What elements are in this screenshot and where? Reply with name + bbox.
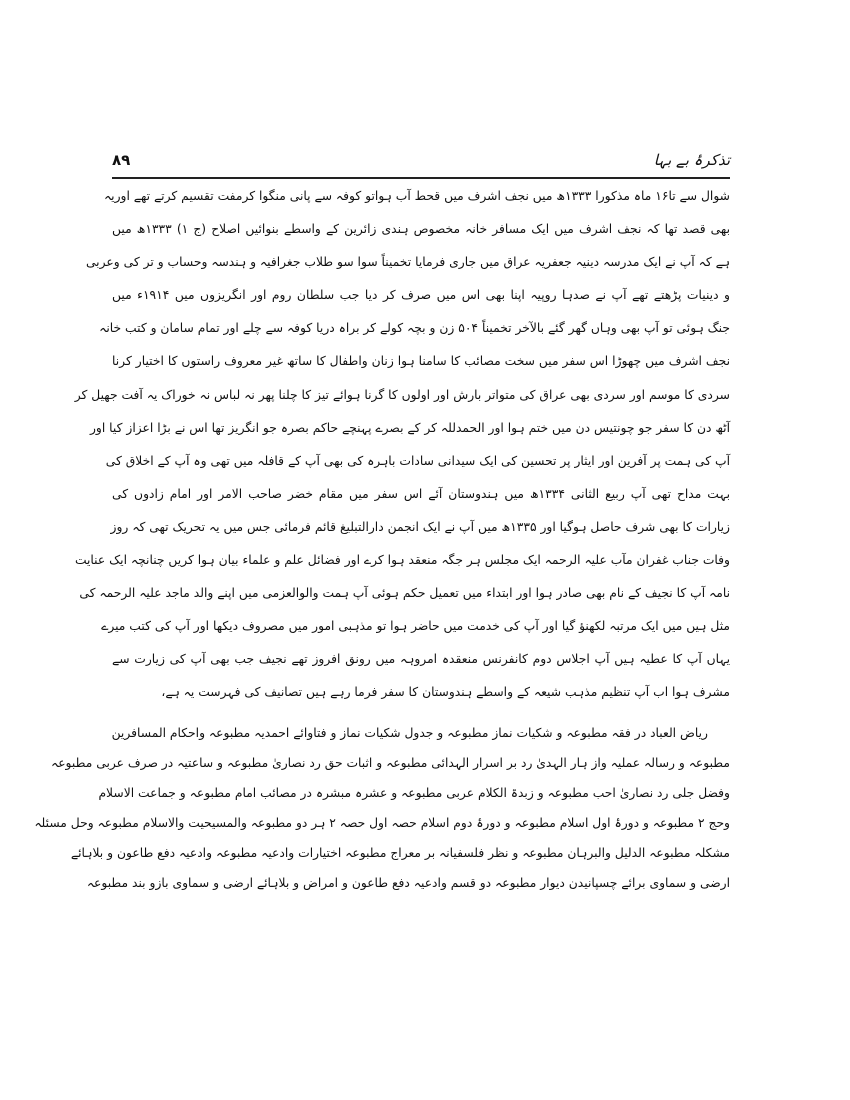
works-line: مشکلہ مطبوعہ الدلیل والبرہان مطبوعہ و نظر فلسفیانہ بر معراج مطبوعہ اختیارات وادعیہ مطبوعہ وادعیہ دفع طاعون و بلاہائے	[70, 846, 730, 861]
page-number: ۸۹	[112, 151, 131, 169]
text-line: وفات جناب غفران مآب علیہ الرحمہ ایک مجلس ہر جگہ منعقد ہوا کرے اور فضائل علم و علماء بیان ہوا کریں چنانچہ ایک عنایت	[74, 553, 730, 568]
text-line: آٹھ دن کا سفر جو چونتیس دن میں ختم ہوا اور الحمدللہ کر کے بصرے پہنچے حاکم بصرہ جو انگریز تھا اس نے بڑا اعزاز کیا اور	[89, 420, 730, 435]
text-line: نجف اشرف میں چھوڑا اس سفر میں سخت مصائب کا سامنا ہوا زنان واطفال کا ساتھ غیر معروف راستوں کا اختیار کرنا	[112, 354, 730, 369]
text-line: مثل ہیں میں ایک مرتبہ لکھنؤ گیا اور آپ کی خدمت میں حاضر ہوا تو مذہبی امور میں مصروف دیکھا اور آپ کی کتب میرے	[101, 619, 730, 634]
text-line: مشرف ہوا اب آپ تنظیم مذہب شیعہ کے واسطے ہندوستان کا سفر فرما رہے ہیں تصانیف کی فہرست یہ ہے،	[161, 685, 730, 700]
text-line: ہے کہ آپ نے ایک مدرسہ دینیہ جعفریہ عراق میں جاری فرمایا تخمیناً سوا سو طلاب جغرافیہ و ہندسہ وحساب و تر کی وعربی	[85, 255, 730, 270]
text-line: بہت مداح تھی آپ ربیع الثانی ۱۳۳۴ھ میں ہندوستان آئے اس سفر میں مقام خضر صاحب الامر اور امام زادوں کی	[112, 486, 730, 501]
works-line: وفضل جلی رد نصاریٰ احب مطبوعہ و زبدۃ الکلام عربی مطبوعہ و عشرہ مبشرہ در مصائب امام مطبوعہ و جماعت الاسلام	[98, 785, 730, 800]
works-list-paragraph	[34, 718, 730, 899]
text-line: جنگ ہوئی تو آپ بھی وہاں گھر گئے بالآخر تخمیناً ۵۰۴ زن و بچہ کولے کر براہ دریا کوفہ سے چلے اور تمام سامان و کتب خانہ	[99, 321, 730, 336]
text-line: شوال سے تا۱۶ ماہ مذکورا ۱۳۳۳ھ میں نجف اشرف میں قحط آب ہواتو کوفہ سے پانی منگوا کرمفت تقسیم کرتے تھے اوریہ	[103, 189, 730, 203]
works-line: ریاض العباد در فقہ مطبوعہ و شکیات نماز مطبوعہ و جدول شکیات نماز و فتاوائے احمدیہ مطبوعہ واحکام المسافرین	[111, 725, 708, 740]
biography-paragraph	[74, 180, 731, 710]
text-line: و دینیات پڑھتے تھے آپ نے صدہا روپیہ اپنا بھی اس میں صرف کر دیا جب سلطان روم اور انگریزوں میں ۱۹۱۴ء میں	[112, 288, 730, 303]
header-rule	[112, 177, 730, 179]
works-line: وحج ۲ مطبوعہ و دورۂ اول اسلام مطبوعہ و دورۂ دوم اسلام حصہ اول حصہ ۲ ہر دو مطبوعہ والمسیحیت والاسلام مطبوعہ وحل مسئلہ	[34, 816, 730, 831]
works-line: ارضی و سماوی برائے چسپانیدن دیوار مطبوعہ دو قسم وادعیہ دفع طاعون و امراض و بلاہائے ارضی و سماوی بازو بند مطبوعہ	[86, 876, 730, 891]
text-line: نامہ آپ کا نجیف کے نام بھی صادر ہوا اور ابتداء میں تعمیل حکم ہوئی آپ ہمت والوالعزمی میں اپنے والد ماجد علیہ الرحمہ کی	[79, 586, 730, 601]
running-header	[112, 148, 730, 174]
text-line: آپ کی ہمت پر آفرین اور ایثار پر تحسین کی ایک سیدانی سادات باہرہ کی بھی آپ کے قافلہ میں تھی وہ آپ کے اخلاق کی	[105, 453, 730, 468]
text-line: بھی قصد تھا کہ نجف اشرف میں ایک مسافر خانہ مخصوص ہندی زائرین کے واسطے بنوائیں اصلاح (ج ۱) ۱۳۳۳ھ میں	[112, 222, 731, 237]
book-title: تذکرۂ بے بہا	[653, 151, 730, 169]
text-line: سردی کا موسم اور سردی بھی عراق کی متواتر بارش اور اولوں کا گرنا ہوائے تیز کا چلنا پھر نہ لباس نہ خوراک یہ آفت جھیل کر	[74, 387, 730, 402]
works-line: مطبوعہ و رسالہ عملیہ واز ہار الہدیٰ رد بر اسرار الہدائی مطبوعہ و اثبات حق رد نصاریٰ مطبوعہ و ساعتیہ در صرف عربی مطبوعہ	[51, 755, 730, 770]
text-line: زیارات کا بھی شرف حاصل ہوگیا اور ۱۳۳۵ھ میں آپ نے ایک انجمن دارالتبلیغ قائم فرمائی جس میں یہ تحریک تھی کہ روز	[110, 519, 730, 534]
paragraph-gap	[112, 710, 730, 718]
text-line: یہاں آپ کا عطیہ ہیں آپ اجلاس دوم کانفرنس منعقدہ امروہہ میں رونق افروز تھے نجیف جب بھی آپ کی زیارت سے	[112, 652, 730, 667]
body-text	[34, 180, 731, 899]
